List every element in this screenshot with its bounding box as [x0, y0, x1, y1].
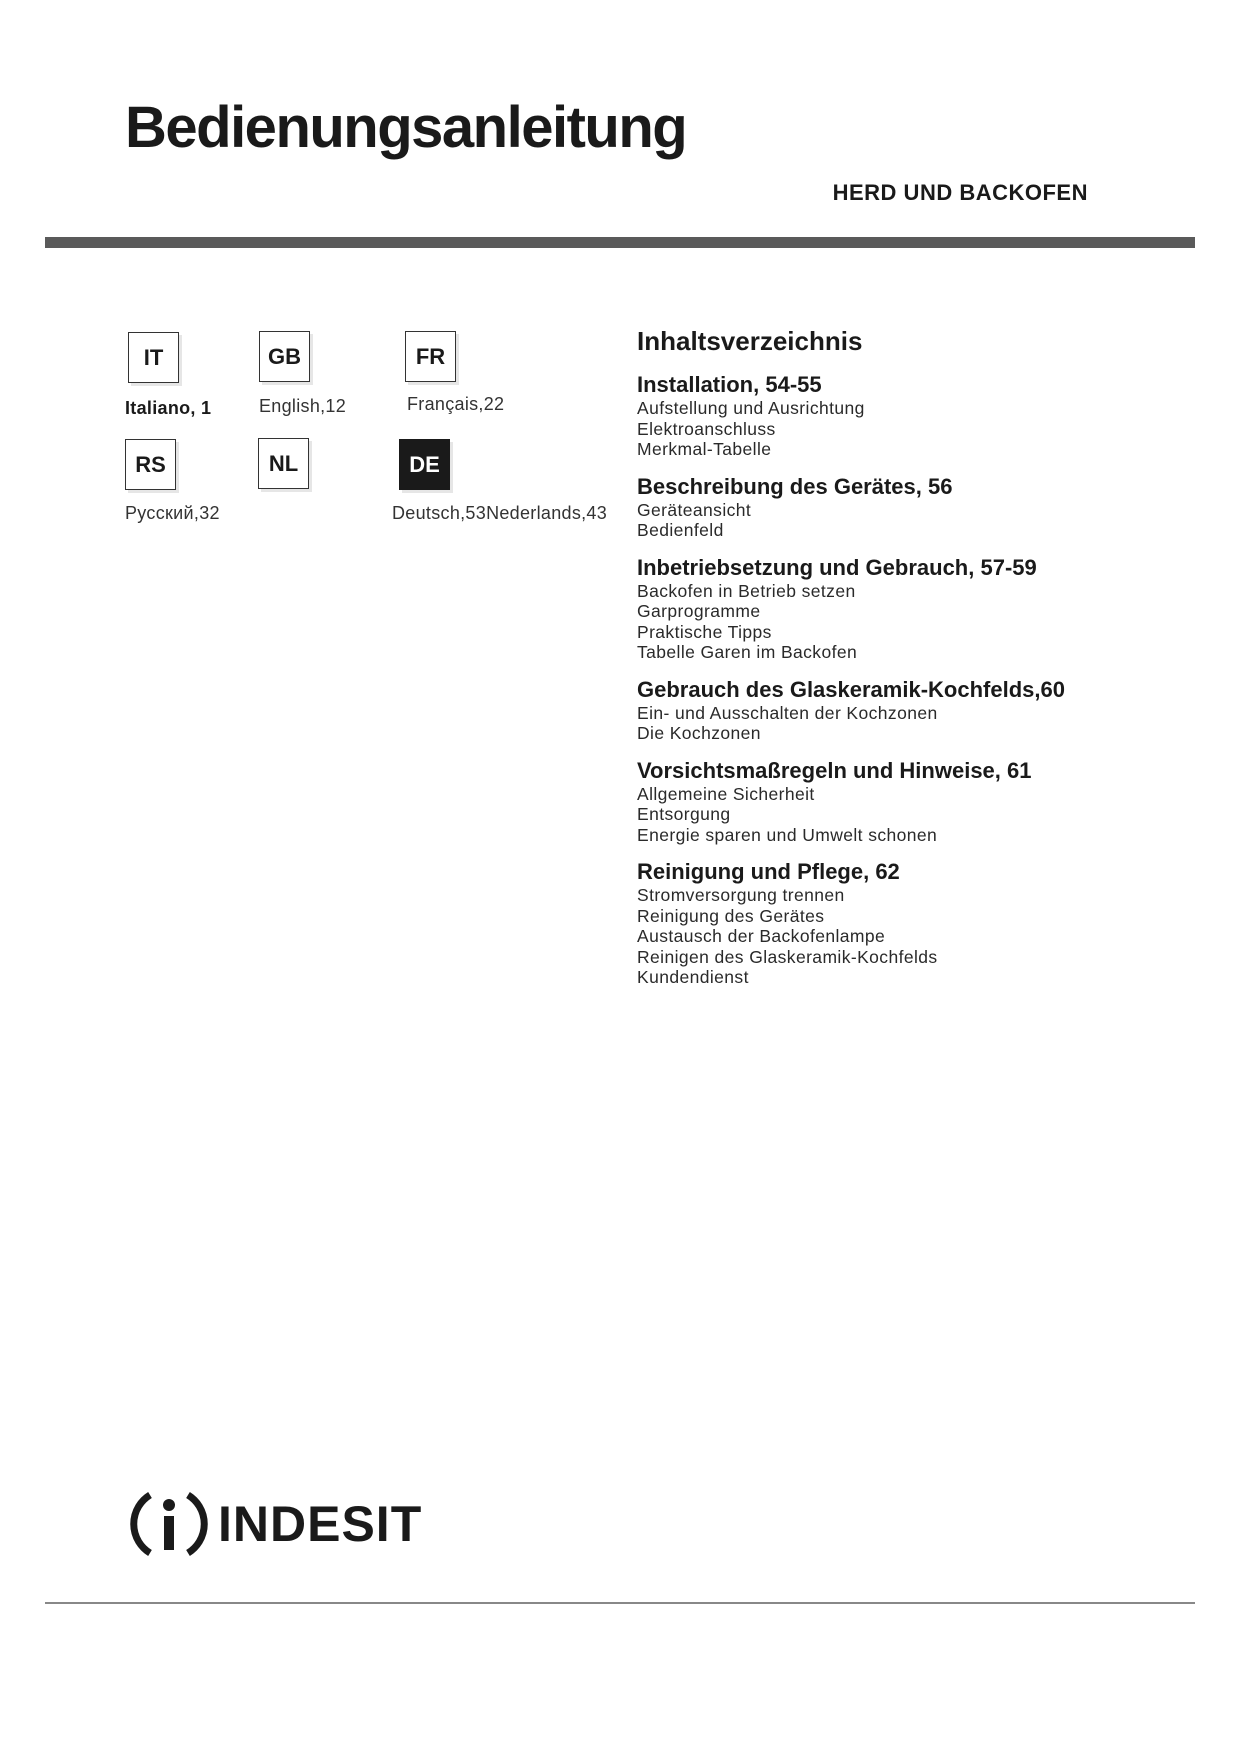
toc-section: [637, 474, 1197, 541]
toc-item[interactable]: Entsorgung: [637, 804, 731, 824]
lang-box-rs[interactable]: RS: [125, 439, 176, 490]
toc-item[interactable]: Garprogramme: [637, 601, 761, 621]
lang-box-de[interactable]: DE: [399, 439, 450, 490]
toc-section-title[interactable]: Installation, 54-55: [637, 372, 822, 397]
toc-item[interactable]: Geräteansicht: [637, 499, 752, 520]
brand-logo: [130, 1484, 422, 1564]
toc-section: [637, 859, 1197, 988]
toc-item[interactable]: Allgemeine Sicherheit: [637, 783, 815, 804]
toc-item[interactable]: Die Kochzonen: [637, 723, 761, 743]
toc-section: [637, 677, 1197, 744]
toc-section-title[interactable]: Beschreibung des Gerätes, 56: [637, 473, 953, 499]
lang-label-rs[interactable]: Русский,32: [125, 503, 220, 523]
toc-item[interactable]: Bedienfeld: [637, 520, 724, 540]
toc-item[interactable]: Merkmal-Tabelle: [637, 439, 772, 459]
toc-item[interactable]: Backofen in Betrieb setzen: [637, 580, 856, 601]
lang-label-nl-text[interactable]: Nederlands,43: [486, 503, 608, 523]
toc-item[interactable]: Reinigen des Glaskeramik-Kochfelds: [637, 946, 938, 967]
toc-item[interactable]: Kundendienst: [637, 967, 749, 987]
toc-section-title[interactable]: Gebrauch des Glaskeramik-Kochfelds,60: [637, 676, 1065, 702]
toc-section: [637, 555, 1197, 663]
lang-label-it[interactable]: Italiano, 1: [125, 398, 212, 418]
lang-box-fr[interactable]: FR: [405, 331, 456, 382]
toc-item[interactable]: Ein- und Ausschalten der Kochzonen: [637, 702, 938, 723]
document-subtitle: HERD UND BACKOFEN: [832, 180, 1088, 205]
lang-box-nl[interactable]: NL: [258, 438, 309, 489]
lang-label-de-text[interactable]: Deutsch,53: [392, 503, 487, 523]
document-title: Bedienungsanleitung: [125, 95, 687, 160]
toc-item[interactable]: Reinigung des Gerätes: [637, 905, 825, 926]
top-divider: [45, 237, 1195, 248]
lang-box-gb[interactable]: GB: [259, 331, 310, 382]
brand-name: INDESIT: [218, 1496, 423, 1552]
toc-item[interactable]: Stromversorgung trennen: [637, 885, 845, 905]
toc-item[interactable]: Elektroanschluss: [637, 418, 776, 439]
lang-label-gb[interactable]: English,12: [259, 396, 347, 416]
toc-item[interactable]: Energie sparen und Umwelt schonen: [637, 824, 938, 845]
toc-section-title[interactable]: Inbetriebsetzung und Gebrauch, 57-59: [637, 554, 1037, 580]
toc-item[interactable]: Austausch der Backofenlampe: [637, 926, 886, 946]
toc-item[interactable]: Aufstellung und Ausrichtung: [637, 398, 865, 418]
toc-section-title[interactable]: Vorsichtsmaßregeln und Hinweise, 61: [637, 757, 1032, 783]
toc-section: [637, 372, 1197, 460]
indesit-logo-icon: [130, 1485, 208, 1563]
toc-heading: Inhaltsverzeichnis: [637, 326, 863, 356]
lang-box-it[interactable]: IT: [128, 332, 179, 383]
toc-section: [637, 758, 1197, 846]
lang-label-de: [392, 503, 607, 524]
toc-item[interactable]: Praktische Tipps: [637, 621, 772, 642]
table-of-contents: [637, 372, 1197, 1002]
lang-label-fr[interactable]: Français,22: [407, 394, 505, 414]
toc-section-title[interactable]: Reinigung und Pflege, 62: [637, 859, 900, 884]
toc-item[interactable]: Tabelle Garen im Backofen: [637, 642, 858, 662]
bottom-divider: [45, 1602, 1195, 1604]
